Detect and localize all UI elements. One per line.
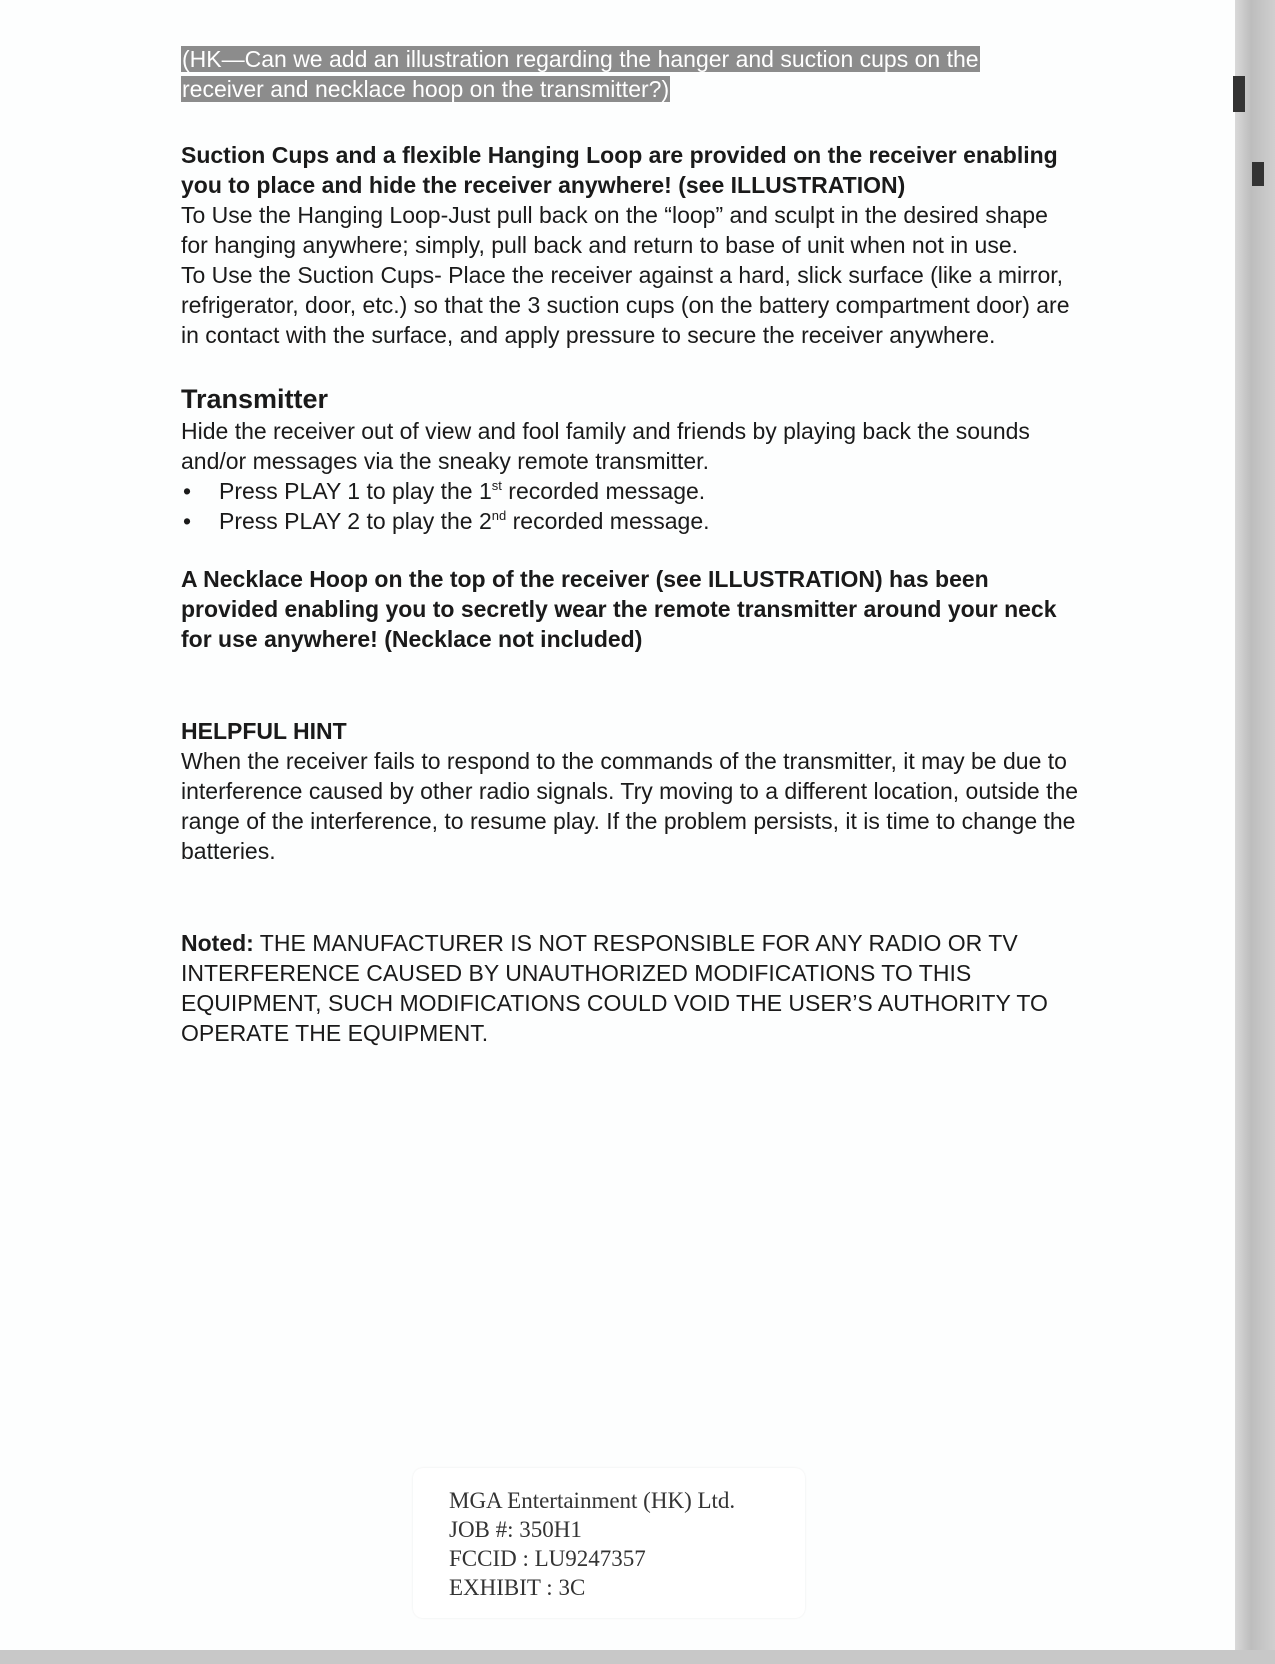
fcc-notice — [181, 928, 1081, 1048]
fcc-id: FCCID : LU9247357 — [449, 1546, 646, 1571]
list-item-text-end: recorded message. — [506, 508, 710, 534]
exhibit-number: EXHIBIT : 3C — [449, 1575, 586, 1600]
company-name: MGA Entertainment (HK) Ltd. — [449, 1488, 736, 1513]
list-item — [181, 506, 1081, 536]
editor-note — [181, 44, 1081, 104]
list-item-text: Press PLAY 1 to play the 1 — [219, 478, 492, 504]
receiver-heading: Suction Cups and a flexible Hanging Loop are provided on the receiver enabling you to place and hide the receiver anywhere! (see ILLUSTRATION) — [181, 142, 1058, 198]
helpful-hint-text: When the receiver fails to respond to the commands of the transmitter, it may be due to interference caused by other radio signals. Try moving to a different location, outside the range of the interference, to resume play. If the problem persists, it is time to change the batteries. — [181, 748, 1079, 864]
job-number: JOB #: 350H1 — [449, 1517, 582, 1542]
editor-note-line-2: receiver and necklace hoop on the transmitter?) — [182, 76, 670, 102]
document-body — [181, 44, 1081, 1048]
ordinal-suffix: st — [491, 478, 502, 493]
hanging-loop-instructions: To Use the Hanging Loop-Just pull back on the “loop” and sculpt in the desired shape for hanging anywhere; simply, pull back and return to base of unit when not in use. — [181, 202, 1048, 258]
bullet-icon: • — [183, 508, 192, 534]
editor-note-line-1: (HK—Can we add an illustration regarding the hanger and suction cups on the — [182, 46, 979, 72]
ordinal-suffix: nd — [491, 508, 507, 523]
suction-cups-instructions: To Use the Suction Cups- Place the receiver against a hard, slick surface (like a mirror, refrigerator, door, etc.) so that the 3 suction cups (on the battery compartment door) are in contact with the surface, and apply pressure to secure the receiver anywhere. — [181, 262, 1070, 348]
scanner-edge-right — [1235, 0, 1275, 1664]
helpful-hint-heading: HELPFUL HINT — [181, 718, 347, 744]
scanner-edge-bottom — [0, 1650, 1275, 1664]
notice-label: Noted: — [181, 930, 254, 956]
transmitter-intro: Hide the receiver out of view and fool family and friends by playing back the sounds and/or messages via the sneaky remote transmitter. — [181, 418, 1030, 474]
necklace-hoop-paragraph: A Necklace Hoop on the top of the receiver (see ILLUSTRATION) has been provided enabling you to secretly wear the remote transmitter around your neck for use anywhere! (Necklace not included) — [181, 566, 1057, 652]
scan-mark-top — [1233, 76, 1245, 112]
scan-mark-middle — [1252, 162, 1264, 186]
exhibit-label — [413, 1468, 805, 1618]
list-item-text-end: recorded message. — [501, 478, 706, 504]
play-instructions-list — [181, 476, 1081, 536]
bullet-icon: • — [183, 478, 192, 504]
notice-text: THE MANUFACTURER IS NOT RESPONSIBLE FOR ANY RADIO OR TV INTERFERENCE CAUSED BY UNAUTHORIZED MODIFICATIONS TO THIS EQUIPMENT, SUCH MODIFICATIONS COULD VOID THE USER’S AUTHORITY TO OPERATE THE EQUIPMENT. — [181, 930, 1048, 1046]
list-item-text: Press PLAY 2 to play the 2 — [219, 508, 492, 534]
transmitter-heading: Transmitter — [181, 384, 329, 414]
list-item — [181, 476, 1081, 506]
